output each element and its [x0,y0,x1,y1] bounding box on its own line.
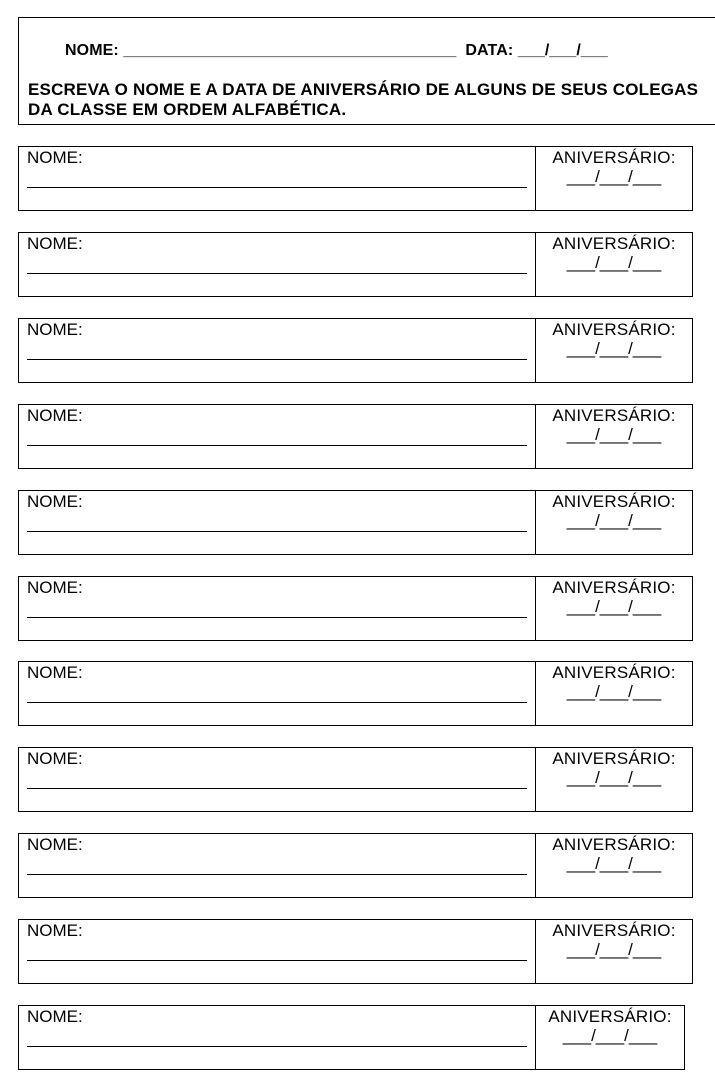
name-label: NOME: [27,663,83,682]
birthday-date-blank: ___/___/___ [566,339,662,358]
birthday-date-blank: ___/___/___ [566,511,662,530]
name-cell [19,748,536,811]
classmate-row [18,146,693,211]
birthday-date-blank: ___/___/___ [566,253,662,272]
classmate-row [18,318,693,383]
name-cell [19,577,536,640]
birthday-cell [536,748,692,811]
birthday-label: ANIVERSÁRIO: [552,749,676,768]
classmate-row [18,490,693,555]
name-label: NOME: [27,921,83,940]
birthday-label: ANIVERSÁRIO: [552,492,676,511]
birthday-date-blank: ___/___/___ [566,768,662,787]
birthday-cell [536,491,692,554]
birthday-date-blank: ___/___/___ [566,682,662,701]
name-cell [19,491,536,554]
birthday-cell [536,319,692,382]
name-label: NOME: [27,835,83,854]
classmate-row [18,919,693,984]
name-write-line [27,273,527,274]
name-write-line [27,617,527,618]
classmate-row [18,661,693,726]
name-cell [19,662,536,725]
birthday-cell [536,233,692,296]
name-label: NOME: [27,148,83,167]
name-write-line [27,874,527,875]
name-write-line [27,531,527,532]
birthday-cell [536,577,692,640]
worksheet-header [18,17,715,125]
classmate-row [18,1005,685,1070]
birthday-cell [536,405,692,468]
name-cell [19,405,536,468]
classmate-row [18,232,693,297]
birthday-cell [536,1006,684,1069]
birthday-label: ANIVERSÁRIO: [552,320,676,339]
birthday-label: ANIVERSÁRIO: [552,835,676,854]
birthday-label: ANIVERSÁRIO: [552,148,676,167]
classmate-row [18,747,693,812]
birthday-date-blank: ___/___/___ [566,167,662,186]
name-label: NOME: [27,578,83,597]
name-write-line [27,187,527,188]
birthday-date-blank: ___/___/___ [566,940,662,959]
student-name-date-line: NOME: _____________________________________ DATA: ___/___/___ [65,42,608,59]
name-write-line [27,702,527,703]
instructions-text: ESCREVA O NOME E A DATA DE ANIVERSÁRIO DE ALGUNS DE SEUS COLEGAS DA CLASSE EM ORDEM ALFABÉTICA. [28,80,699,119]
birthday-label: ANIVERSÁRIO: [552,578,676,597]
name-label: NOME: [27,234,83,253]
birthday-label: ANIVERSÁRIO: [548,1007,672,1026]
name-cell [19,1006,536,1069]
name-cell [19,147,536,210]
birthday-cell [536,147,692,210]
name-cell [19,319,536,382]
birthday-date-blank: ___/___/___ [566,597,662,616]
birthday-label: ANIVERSÁRIO: [552,406,676,425]
birthday-date-blank: ___/___/___ [566,425,662,444]
name-cell [19,233,536,296]
birthday-cell [536,834,692,897]
name-cell [19,834,536,897]
birthday-cell [536,920,692,983]
name-write-line [27,1046,527,1047]
name-write-line [27,960,527,961]
birthday-label: ANIVERSÁRIO: [552,663,676,682]
classmate-row [18,833,693,898]
name-write-line [27,788,527,789]
name-label: NOME: [27,320,83,339]
name-label: NOME: [27,749,83,768]
birthday-date-blank: ___/___/___ [562,1026,658,1045]
birthday-label: ANIVERSÁRIO: [552,921,676,940]
birthday-label: ANIVERSÁRIO: [552,234,676,253]
name-write-line [27,445,527,446]
name-label: NOME: [27,406,83,425]
classmate-row [18,404,693,469]
name-label: NOME: [27,492,83,511]
birthday-cell [536,662,692,725]
classmate-row [18,576,693,641]
name-label: NOME: [27,1007,83,1026]
name-cell [19,920,536,983]
birthday-date-blank: ___/___/___ [566,854,662,873]
name-write-line [27,359,527,360]
